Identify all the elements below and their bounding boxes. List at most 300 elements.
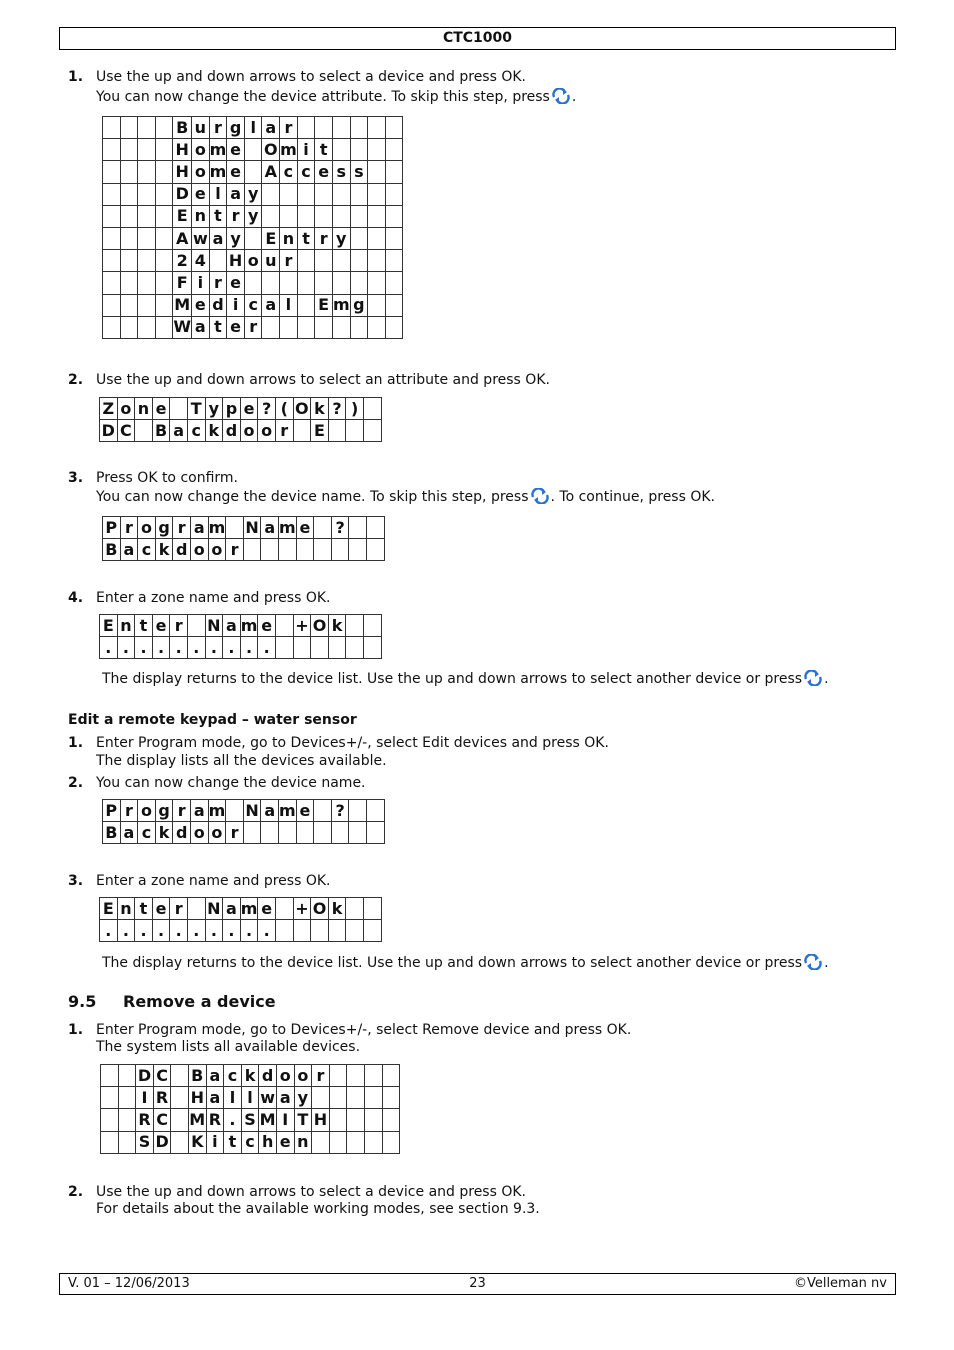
lcd-row <box>103 517 385 539</box>
refresh-icon <box>803 954 823 975</box>
step-text: Enter Program mode, go to Devices+/-, select Edit devices and press OK. <box>96 735 609 751</box>
lcd-cell: e <box>227 139 245 161</box>
lcd-cell <box>328 637 346 659</box>
lcd-cell <box>244 139 262 161</box>
lcd-cell <box>350 272 368 294</box>
step-number: 3. <box>68 873 84 889</box>
lcd-cell: E <box>262 227 280 249</box>
lcd-cell <box>363 898 381 920</box>
lcd-cell <box>280 183 298 205</box>
lcd-cell <box>311 920 329 942</box>
lcd-cell <box>118 1065 136 1087</box>
lcd-cell <box>101 1087 119 1109</box>
lcd-cell: . <box>135 920 153 942</box>
lcd-cell: B <box>188 1065 206 1087</box>
lcd-cell <box>103 250 121 272</box>
lcd-cell <box>368 205 386 227</box>
lcd-cell <box>101 1065 119 1087</box>
lcd-cell <box>350 227 368 249</box>
lcd-cell <box>262 272 280 294</box>
lcd-cell <box>103 316 121 338</box>
refresh-icon <box>551 88 571 109</box>
lcd-cell <box>293 420 311 442</box>
lcd-cell: n <box>117 615 135 637</box>
lcd-cell <box>367 517 385 539</box>
refresh-icon <box>803 670 823 691</box>
lcd-cell <box>346 898 364 920</box>
lcd-row <box>100 898 382 920</box>
lcd-cell <box>120 205 138 227</box>
lcd-cell: o <box>244 250 262 272</box>
step-text: Enter a zone name and press OK. <box>96 590 331 606</box>
lcd-row <box>101 1131 400 1153</box>
lcd-cell: n <box>192 205 210 227</box>
version-date: V. 01 – 12/06/2013 <box>68 1276 190 1291</box>
lcd-cell <box>138 316 156 338</box>
lcd-cell: . <box>240 637 258 659</box>
lcd-cell: o <box>138 800 156 822</box>
lcd-cell: y <box>244 205 262 227</box>
lcd-cell <box>368 272 386 294</box>
lcd-cell <box>261 539 279 561</box>
lcd-cell: S <box>241 1109 259 1131</box>
lcd-cell: g <box>155 517 173 539</box>
lcd-cell <box>138 227 156 249</box>
lcd-cell: . <box>117 637 135 659</box>
lcd-cell: e <box>152 898 170 920</box>
lcd-cell: . <box>117 920 135 942</box>
returns-end: . <box>824 955 829 971</box>
lcd-cell <box>368 227 386 249</box>
lcd-cell <box>138 161 156 183</box>
lcd-cell <box>364 1131 382 1153</box>
lcd-cell <box>311 637 329 659</box>
lcd-cell <box>315 250 333 272</box>
lcd-cell: T <box>187 398 205 420</box>
lcd-cell: s <box>332 161 350 183</box>
lcd-cell <box>382 1065 400 1087</box>
lcd-cell: I <box>276 1109 294 1131</box>
lcd-cell <box>314 539 332 561</box>
lcd-cell: u <box>192 117 210 139</box>
lcd-row <box>103 316 403 338</box>
lcd-cell: c <box>241 1131 259 1153</box>
lcd-cell <box>385 205 403 227</box>
step-text: Use the up and down arrows to select a device and press OK. <box>96 69 526 85</box>
lcd-cell: ( <box>275 398 293 420</box>
lcd-cell: r <box>170 898 188 920</box>
lcd-cell: a <box>261 517 279 539</box>
lcd-cell: B <box>173 117 192 139</box>
lcd-cell <box>155 272 173 294</box>
lcd-cell <box>350 183 368 205</box>
lcd-cell: c <box>244 294 262 316</box>
lcd-cell <box>329 1087 347 1109</box>
lcd-cell: s <box>350 161 368 183</box>
lcd-cell: k <box>241 1065 259 1087</box>
lcd-row <box>103 539 385 561</box>
lcd-cell <box>315 272 333 294</box>
lcd-cell: d <box>223 420 241 442</box>
lcd-row <box>103 205 403 227</box>
lcd-cell <box>331 539 349 561</box>
lcd-cell: E <box>315 294 333 316</box>
lcd-cell <box>138 139 156 161</box>
step-detail-end: . <box>571 89 577 105</box>
lcd-cell <box>297 250 315 272</box>
lcd-cell: D <box>100 420 118 442</box>
lcd-cell: O <box>311 615 329 637</box>
lcd-cell: i <box>206 1131 224 1153</box>
lcd-cell: o <box>276 1065 294 1087</box>
page-header: CTC1000 <box>59 27 896 50</box>
lcd-cell <box>350 250 368 272</box>
lcd-cell: r <box>209 117 227 139</box>
lcd-cell: m <box>208 517 226 539</box>
lcd-cell: r <box>312 1065 330 1087</box>
lcd-cell: m <box>280 139 298 161</box>
subsection-title: Edit a remote keypad – water sensor <box>68 712 357 728</box>
lcd-cell: e <box>240 398 258 420</box>
lcd-cell <box>138 117 156 139</box>
lcd-cell: w <box>192 227 210 249</box>
lcd-cell: m <box>240 898 258 920</box>
lcd-cell: y <box>294 1087 312 1109</box>
lcd-cell: M <box>188 1109 206 1131</box>
lcd-cell: i <box>192 272 210 294</box>
lcd-cell: u <box>262 250 280 272</box>
lcd-cell <box>171 1131 189 1153</box>
lcd-cell <box>155 227 173 249</box>
lcd-cell: m <box>279 517 297 539</box>
lcd-cell <box>118 1109 136 1131</box>
lcd-cell: P <box>103 800 121 822</box>
lcd-cell <box>382 1131 400 1153</box>
lcd-cell: e <box>258 898 276 920</box>
lcd-cell: ? <box>328 398 346 420</box>
lcd-cell: o <box>192 139 210 161</box>
lcd-cell <box>350 117 368 139</box>
lcd-cell <box>103 161 121 183</box>
lcd-cell: a <box>206 1087 224 1109</box>
lcd-cell: . <box>223 920 241 942</box>
lcd-cell: E <box>311 420 329 442</box>
lcd-cell: . <box>187 920 205 942</box>
lcd-cell <box>262 183 280 205</box>
page-number: 23 <box>469 1276 486 1291</box>
lcd-cell <box>296 539 314 561</box>
lcd-cell <box>155 316 173 338</box>
step-text: Enter a zone name and press OK. <box>96 873 331 889</box>
lcd-cell: E <box>100 615 118 637</box>
lcd-cell: k <box>155 539 173 561</box>
lcd-cell: . <box>240 920 258 942</box>
lcd-cell: . <box>187 637 205 659</box>
lcd-cell: H <box>173 161 192 183</box>
lcd-cell <box>138 272 156 294</box>
lcd-cell <box>368 316 386 338</box>
lcd-cell <box>155 183 173 205</box>
lcd-cell: . <box>170 637 188 659</box>
lcd-cell <box>349 822 367 844</box>
lcd-cell: o <box>208 539 226 561</box>
lcd-cell: o <box>190 822 208 844</box>
lcd-cell: a <box>261 800 279 822</box>
lcd-cell: l <box>244 117 262 139</box>
lcd-cell <box>382 1109 400 1131</box>
lcd-cell: R <box>153 1087 171 1109</box>
lcd-cell: t <box>209 205 227 227</box>
lcd-cell: h <box>259 1131 277 1153</box>
lcd-cell: a <box>223 615 241 637</box>
lcd-cell: D <box>153 1131 171 1153</box>
lcd-cell: a <box>276 1087 294 1109</box>
step-1-detail: The display lists all the devices available. <box>96 753 387 769</box>
lcd-cell: B <box>152 420 170 442</box>
lcd-row <box>103 227 403 249</box>
lcd-cell: ? <box>331 517 349 539</box>
lcd-cell: . <box>205 637 223 659</box>
step-number: 1. <box>68 1022 84 1038</box>
lcd-cell: t <box>135 898 153 920</box>
lcd-cell: a <box>227 183 245 205</box>
lcd-cell <box>364 1087 382 1109</box>
lcd-cell: t <box>209 316 227 338</box>
lcd-cell: a <box>190 800 208 822</box>
lcd-cell <box>382 1087 400 1109</box>
lcd-row <box>101 1109 400 1131</box>
lcd-row <box>100 398 382 420</box>
lcd-cell <box>332 183 350 205</box>
lcd-cell: k <box>328 898 346 920</box>
lcd-cell <box>296 822 314 844</box>
lcd-cell: ) <box>346 398 364 420</box>
lcd-cell <box>155 294 173 316</box>
lcd-cell <box>346 420 364 442</box>
lcd-cell <box>120 294 138 316</box>
lcd-cell: m <box>209 161 227 183</box>
lcd-cell <box>332 139 350 161</box>
lcd-cell <box>297 183 315 205</box>
lcd-cell: l <box>209 183 227 205</box>
lcd-cell: c <box>138 822 156 844</box>
lcd-cell: c <box>297 161 315 183</box>
lcd-cell <box>368 250 386 272</box>
lcd-cell <box>187 898 205 920</box>
lcd-cell <box>385 139 403 161</box>
lcd-cell: t <box>315 139 333 161</box>
lcd-cell: m <box>240 615 258 637</box>
lcd-cell: a <box>223 898 241 920</box>
lcd-cell <box>332 205 350 227</box>
lcd-cell: . <box>152 920 170 942</box>
lcd-cell <box>170 398 188 420</box>
lcd-remove-list <box>100 1064 400 1154</box>
lcd-cell: e <box>192 183 210 205</box>
lcd-cell <box>314 822 332 844</box>
step-number: 1. <box>68 69 84 85</box>
lcd-cell <box>347 1131 365 1153</box>
lcd-cell <box>315 183 333 205</box>
lcd-cell: o <box>138 517 156 539</box>
lcd-cell <box>332 117 350 139</box>
lcd-cell: a <box>190 517 208 539</box>
lcd-cell <box>209 250 227 272</box>
lcd-cell <box>262 205 280 227</box>
step-detail-end: . To continue, press OK. <box>550 489 715 505</box>
lcd-cell <box>101 1109 119 1131</box>
step-3-detail <box>96 488 715 509</box>
lcd-cell: W <box>173 316 192 338</box>
lcd-cell: o <box>117 398 135 420</box>
step-detail-text: You can now change the device attribute. To skip this step, press <box>96 89 550 105</box>
lcd-row <box>103 822 385 844</box>
lcd-cell: D <box>173 183 192 205</box>
lcd-cell <box>329 1109 347 1131</box>
lcd-cell <box>331 822 349 844</box>
lcd-cell: e <box>227 161 245 183</box>
lcd-row <box>100 420 382 442</box>
lcd-cell: . <box>258 637 276 659</box>
lcd-cell <box>385 183 403 205</box>
lcd-cell: r <box>275 420 293 442</box>
lcd-cell <box>385 250 403 272</box>
step-text: Use the up and down arrows to select an attribute and press OK. <box>96 372 550 388</box>
lcd-cell: B <box>103 539 121 561</box>
lcd-cell: r <box>226 822 244 844</box>
lcd-cell: a <box>192 316 210 338</box>
lcd-cell <box>118 1131 136 1153</box>
lcd-cell: r <box>173 517 191 539</box>
lcd-cell <box>363 637 381 659</box>
lcd-cell: l <box>241 1087 259 1109</box>
lcd-cell: n <box>294 1131 312 1153</box>
lcd-row <box>103 139 403 161</box>
lcd-cell: k <box>155 822 173 844</box>
lcd-cell: C <box>117 420 135 442</box>
lcd-cell: ? <box>258 398 276 420</box>
lcd-cell: + <box>293 615 311 637</box>
lcd-cell: o <box>240 420 258 442</box>
lcd-cell <box>280 205 298 227</box>
lcd-cell <box>368 161 386 183</box>
lcd-cell <box>347 1065 365 1087</box>
step-number: 3. <box>68 470 84 486</box>
lcd-cell: d <box>173 539 191 561</box>
lcd-cell <box>243 539 261 561</box>
lcd-zone-type <box>99 397 382 442</box>
lcd-cell: N <box>205 898 223 920</box>
lcd-cell <box>297 316 315 338</box>
lcd-cell: k <box>205 420 223 442</box>
lcd-row <box>103 183 403 205</box>
step-2-detail: For details about the available working modes, see section 9.3. <box>96 1201 540 1217</box>
lcd-cell <box>138 250 156 272</box>
lcd-cell: g <box>155 800 173 822</box>
section-number: 9.5 <box>68 992 97 1011</box>
lcd-cell: l <box>280 294 298 316</box>
lcd-cell <box>346 615 364 637</box>
lcd-cell: n <box>135 398 153 420</box>
lcd-cell <box>346 920 364 942</box>
lcd-cell <box>329 1065 347 1087</box>
lcd-cell: g <box>227 117 245 139</box>
step-text: Press OK to confirm. <box>96 470 239 486</box>
lcd-cell <box>103 294 121 316</box>
lcd-cell <box>244 227 262 249</box>
lcd-cell: K <box>188 1131 206 1153</box>
lcd-cell <box>226 800 244 822</box>
lcd-cell: e <box>152 615 170 637</box>
lcd-row <box>103 250 403 272</box>
lcd-cell <box>367 800 385 822</box>
lcd-cell <box>346 637 364 659</box>
lcd-cell <box>315 117 333 139</box>
lcd-cell: k <box>328 615 346 637</box>
lcd-cell <box>120 139 138 161</box>
refresh-icon <box>530 488 550 509</box>
lcd-cell: 4 <box>192 250 210 272</box>
lcd-cell <box>120 117 138 139</box>
lcd-cell: F <box>173 272 192 294</box>
lcd-cell <box>385 161 403 183</box>
lcd-cell: c <box>138 539 156 561</box>
lcd-cell: . <box>205 920 223 942</box>
lcd-cell: M <box>259 1109 277 1131</box>
returns-text: The display returns to the device list. Use the up and down arrows to select another device or press <box>102 955 803 971</box>
lcd-cell: c <box>280 161 298 183</box>
lcd-row <box>103 161 403 183</box>
lcd-cell <box>280 272 298 294</box>
lcd-cell: e <box>227 316 245 338</box>
lcd-cell <box>350 316 368 338</box>
page-footer <box>59 1273 896 1295</box>
lcd-cell <box>293 920 311 942</box>
lcd-cell: S <box>136 1131 154 1153</box>
step-detail-text: You can now change the device name. To skip this step, press <box>96 489 529 505</box>
lcd-cell <box>103 183 121 205</box>
lcd-cell <box>155 205 173 227</box>
lcd-cell <box>243 822 261 844</box>
lcd-cell <box>385 294 403 316</box>
lcd-cell <box>350 139 368 161</box>
lcd-cell <box>244 272 262 294</box>
lcd-cell <box>364 1109 382 1131</box>
lcd-cell: N <box>205 615 223 637</box>
lcd-row <box>100 615 382 637</box>
lcd-cell <box>171 1065 189 1087</box>
lcd-cell <box>279 539 297 561</box>
lcd-cell: a <box>209 227 227 249</box>
lcd-cell: g <box>350 294 368 316</box>
lcd-cell: e <box>296 800 314 822</box>
lcd-cell <box>135 420 153 442</box>
lcd-cell: r <box>209 272 227 294</box>
lcd-cell <box>101 1131 119 1153</box>
step-1-detail <box>96 88 576 109</box>
lcd-row <box>103 272 403 294</box>
lcd-cell: . <box>135 637 153 659</box>
lcd-cell: e <box>315 161 333 183</box>
lcd-cell: t <box>297 227 315 249</box>
lcd-cell <box>347 1109 365 1131</box>
lcd-cell: o <box>294 1065 312 1087</box>
lcd-cell: . <box>100 920 118 942</box>
lcd-cell: i <box>227 294 245 316</box>
step-number: 2. <box>68 1184 84 1200</box>
lcd-cell: l <box>224 1087 242 1109</box>
step-number: 4. <box>68 590 84 606</box>
